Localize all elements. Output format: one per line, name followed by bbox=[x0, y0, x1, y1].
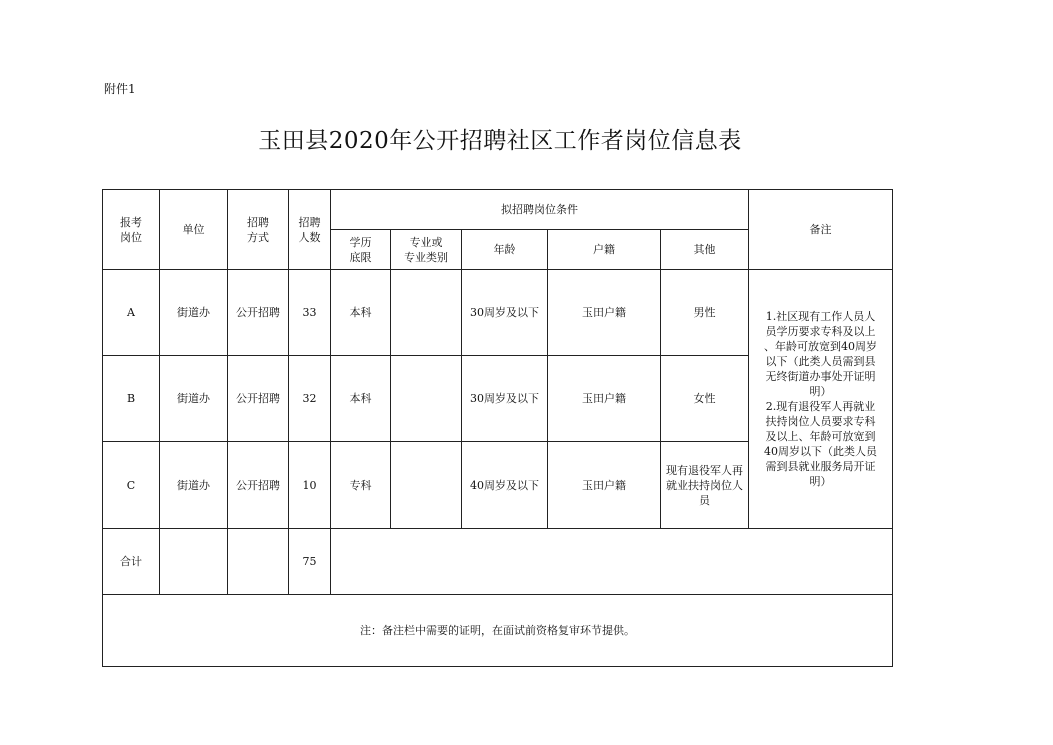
header-other: 其他 bbox=[661, 230, 749, 270]
total-blank bbox=[160, 529, 228, 595]
row-major bbox=[391, 442, 462, 529]
row-post: A bbox=[103, 270, 160, 356]
attachment-label: 附件1 bbox=[104, 82, 136, 96]
row-age: 30周岁及以下 bbox=[462, 356, 548, 442]
total-row bbox=[103, 529, 893, 595]
note-row bbox=[103, 595, 893, 667]
row-hukou: 玉田户籍 bbox=[548, 356, 661, 442]
header-count: 招聘 人数 bbox=[289, 190, 331, 270]
row-age: 30周岁及以下 bbox=[462, 270, 548, 356]
row-education: 本科 bbox=[331, 270, 391, 356]
row-other: 现有退役军人再就业扶持岗位人员 bbox=[661, 442, 749, 529]
row-education: 专科 bbox=[331, 442, 391, 529]
row-age: 40周岁及以下 bbox=[462, 442, 548, 529]
total-count: 75 bbox=[289, 529, 331, 595]
positions-table bbox=[102, 189, 893, 667]
header-conditions: 拟招聘岗位条件 bbox=[331, 190, 749, 230]
row-unit: 街道办 bbox=[160, 442, 228, 529]
row-unit: 街道办 bbox=[160, 270, 228, 356]
total-span bbox=[331, 529, 893, 595]
row-count: 33 bbox=[289, 270, 331, 356]
header-unit: 单位 bbox=[160, 190, 228, 270]
total-blank bbox=[228, 529, 289, 595]
row-hukou: 玉田户籍 bbox=[548, 270, 661, 356]
header-remarks: 备注 bbox=[749, 190, 893, 270]
row-count: 32 bbox=[289, 356, 331, 442]
header-age: 年龄 bbox=[462, 230, 548, 270]
row-post: B bbox=[103, 356, 160, 442]
total-label: 合计 bbox=[103, 529, 160, 595]
row-other: 男性 bbox=[661, 270, 749, 356]
row-major bbox=[391, 356, 462, 442]
footnote: 注：备注栏中需要的证明，在面试前资格复审环节提供。 bbox=[103, 595, 893, 667]
table-row bbox=[103, 270, 893, 356]
row-unit: 街道办 bbox=[160, 356, 228, 442]
row-method: 公开招聘 bbox=[228, 442, 289, 529]
header-post: 报考 岗位 bbox=[103, 190, 160, 270]
row-method: 公开招聘 bbox=[228, 356, 289, 442]
row-count: 10 bbox=[289, 442, 331, 529]
row-post: C bbox=[103, 442, 160, 529]
header-major: 专业或 专业类别 bbox=[391, 230, 462, 270]
row-hukou: 玉田户籍 bbox=[548, 442, 661, 529]
header-education: 学历 底限 bbox=[331, 230, 391, 270]
row-other: 女性 bbox=[661, 356, 749, 442]
row-major bbox=[391, 270, 462, 356]
row-education: 本科 bbox=[331, 356, 391, 442]
page-title: 玉田县2020年公开招聘社区工作者岗位信息表 bbox=[258, 128, 742, 154]
header-method: 招聘 方式 bbox=[228, 190, 289, 270]
remarks-cell: 1.社区现有工作人员人 员学历要求专科及以上 、年龄可放宽到40周岁 以下（此类人员需到县 无终街道办事处开证明 明） 2.现有退役军人再就业 扶持岗位人员要求专科 及以上、年龄可放宽到 40周岁以下（此类人员 需到县就业服务局开证 明） bbox=[749, 270, 893, 529]
header-hukou: 户籍 bbox=[548, 230, 661, 270]
row-method: 公开招聘 bbox=[228, 270, 289, 356]
